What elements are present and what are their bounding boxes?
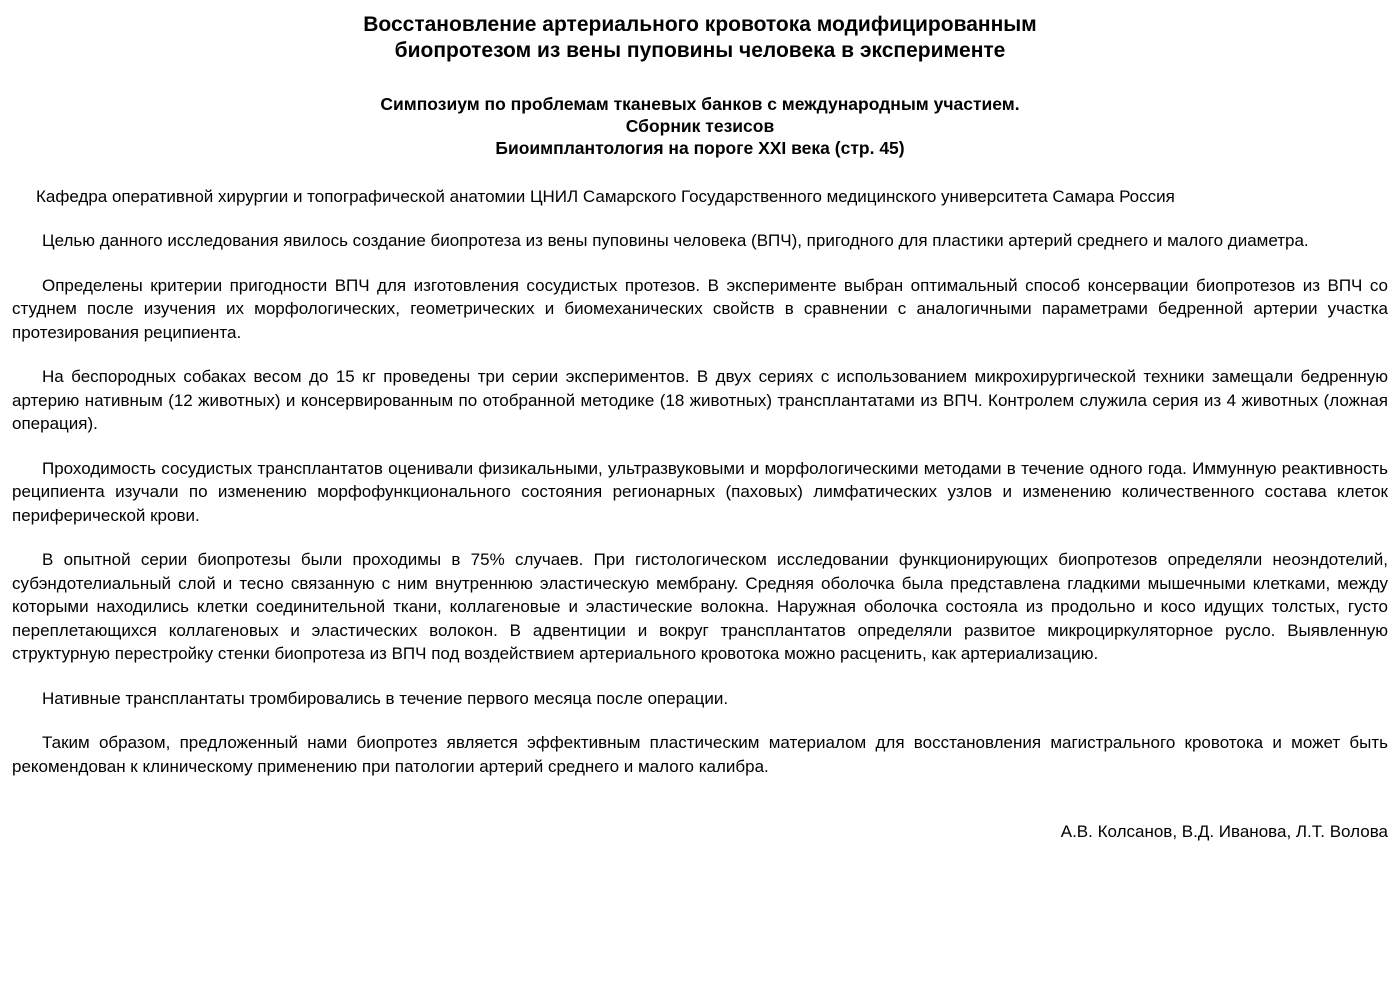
paragraph-results: В опытной серии биопротезы были проходимы в 75% случаев. При гистологическом исследовании функционирующих биопротезов определяли неоэндотелий, субэндотелиальный слой и тесно связанную с ним внутреннюю эластическую мембрану. Средняя оболочка была представлена гладкими мышечными клетками, между которыми находились клетки соединительной ткани, коллагеновые и эластические волокна. Наружная оболочка состояла из продольно и косо идущих толстых, густо переплетающихся коллагеновых и эластических волокон. В адвентиции и вокруг трансплантатов определяли развитое микроциркуляторное русло. Выявленную структурную перестройку стенки биопротеза из ВПЧ под воздействием артериального кровотока можно расценить, как артериализацию.: [12, 550, 1388, 663]
affiliation-line: Кафедра оперативной хирургии и топографической анатомии ЦНИЛ Самарского Государственного медицинского университета Самара Россия: [36, 187, 1175, 206]
paragraph-conclusion: Таким образом, предложенный нами биопротез является эффективным пластическим материалом для восстановления магистрального кровотока и может быть рекомендован к клиническому применению при патологии артерий среднего и малого калибра.: [12, 733, 1388, 776]
publication-subtitle: [12, 93, 1388, 159]
paragraph-criteria: Определены критерии пригодности ВПЧ для изготовления сосудистых протезов. В эксперименте выбран оптимальный способ консервации биопротезов из ВПЧ со студнем после изучения их морфологических, геометрических и биомеханических свойств в сравнении с аналогичными параметрами бедренной артерии участка протезирования реципиента.: [12, 275, 1388, 342]
title-line-2: биопротезом из вены пуповины человека в эксперименте: [394, 39, 1006, 62]
authors-line: А.В. Колсанов, В.Д. Иванова, Л.Т. Волова: [1060, 822, 1388, 841]
page-title: [12, 12, 1388, 64]
title-line-1: Восстановление артериального кровотока модифицированным: [363, 13, 1037, 36]
paragraph-aim: Целью данного исследования явилось создание биопротеза из вены пуповины человека (ВПЧ), пригодного для пластики артерий среднего и малого диаметра.: [42, 231, 1309, 250]
paragraph-native-grafts: Нативные трансплантаты тромбировались в течение первого месяца после операции.: [42, 688, 729, 708]
subtitle-line-symposium: Симпозиум по проблемам тканевых банков с международным участием.: [380, 94, 1020, 114]
subtitle-line-bioimplantology: Биоимплантология на пороге XXI века (стр. 45): [495, 138, 905, 158]
paragraph-methods: Проходимость сосудистых трансплантатов оценивали физикальными, ультразвуковыми и морфологическими методами в течение одного года. Иммунную реактивность реципиента изучали по изменению морфофункционального состояния регионарных (паховых) лимфатических узлов и изменению количественного состава клеток периферической крови.: [12, 458, 1388, 525]
subtitle-line-collection: Сборник тезисов: [625, 116, 775, 136]
paragraph-experiment-series: На беспородных собаках весом до 15 кг проведены три серии экспериментов. В двух сериях с использованием микрохирургической техники замещали бедренную артерию нативным (12 животных) и консервированным по отобранной методике (18 животных) трансплантатами из ВПЧ. Контролем служила серия из 4 животных (ложная операция).: [12, 367, 1388, 433]
